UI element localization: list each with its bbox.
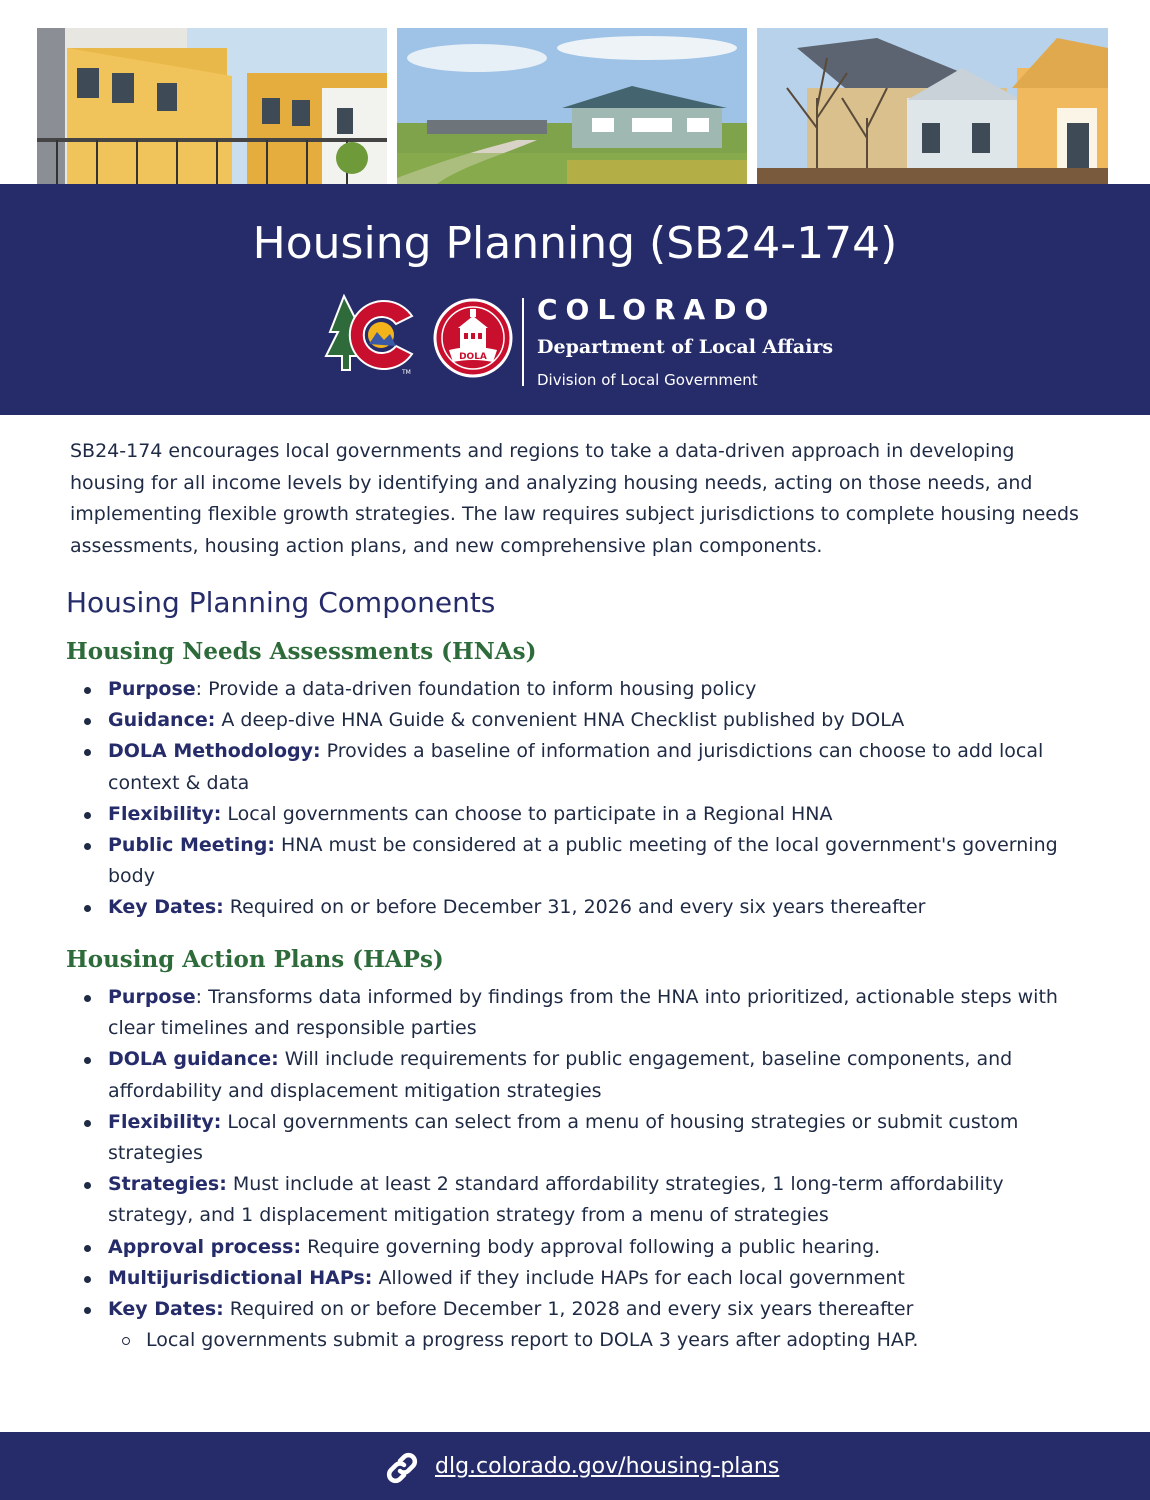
- item-text: Require governing body approval following a public hearing.: [307, 1235, 881, 1258]
- item-label: Flexibility:: [108, 802, 222, 825]
- dola-seal-text: DOLA: [459, 352, 487, 362]
- hna-list: [76, 674, 1076, 924]
- intro-paragraph: SB24-174 encourages local governments and regions to take a data-driven approach in developing housing for all income levels by identifying and analyzing housing needs, acting on those needs, and implementing flexible growth strategies. The law requires subject jurisdictions to complete housing needs assessments, housing action plans, and new comprehensive plan components.: [70, 440, 1079, 557]
- item-label: Multijurisdictional HAPs:: [108, 1266, 373, 1289]
- photo-neighborhood: [397, 28, 747, 184]
- header-photo-strip: [37, 28, 1108, 184]
- org-department: Department of Local Affairs: [537, 336, 834, 358]
- list-item: [76, 1294, 1076, 1356]
- list-item: [76, 892, 1076, 923]
- hap-list: [76, 982, 1076, 1356]
- link-icon: [385, 1452, 419, 1488]
- page-title: Housing Planning (SB24-174): [252, 218, 898, 269]
- item-text: Must include at least 2 standard affordability strategies, 1 long-term affordability strategy, and 1 displacement mitigation strategy from a menu of strategies: [108, 1173, 1004, 1227]
- trademark-mark: TM: [402, 369, 411, 376]
- list-item: [76, 1232, 1076, 1263]
- hap-sub-list: [108, 1325, 1076, 1356]
- list-item: [76, 674, 1076, 705]
- colorado-logo: [324, 294, 418, 380]
- dola-seal: [433, 298, 513, 382]
- components-heading: Housing Planning Components: [66, 586, 496, 619]
- item-text: A deep-dive HNA Guide & convenient HNA Checklist published by DOLA: [221, 709, 905, 732]
- photo-cottages: [757, 28, 1108, 184]
- item-label: Key Dates:: [108, 896, 224, 919]
- item-separator: :: [195, 986, 209, 1008]
- item-label: Flexibility:: [108, 1110, 222, 1133]
- item-label: Purpose: [108, 678, 196, 700]
- item-label: Guidance:: [108, 709, 216, 732]
- hna-heading: Housing Needs Assessments (HNAs): [66, 638, 537, 665]
- item-label: Public Meeting:: [108, 834, 275, 857]
- item-label: Purpose: [108, 986, 196, 1008]
- list-item: [76, 1044, 1076, 1106]
- list-item: [76, 830, 1076, 892]
- item-separator: :: [195, 678, 209, 700]
- item-label: Key Dates:: [108, 1298, 224, 1321]
- item-text: Transforms data informed by findings from the HNA into prioritized, actionable steps with clear timelines and responsible parties: [108, 986, 1058, 1040]
- hap-heading: Housing Action Plans (HAPs): [66, 946, 444, 973]
- item-label: DOLA guidance:: [108, 1048, 279, 1071]
- list-item: [76, 799, 1076, 830]
- item-label: DOLA Methodology:: [108, 740, 321, 763]
- photo-townhomes: [37, 28, 387, 184]
- logo-divider: [522, 298, 524, 386]
- org-division: Division of Local Government: [537, 371, 758, 389]
- list-item: [76, 1169, 1076, 1231]
- item-label: Approval process:: [108, 1235, 302, 1258]
- list-item: [76, 982, 1076, 1044]
- list-item: [76, 1263, 1076, 1294]
- item-text: Will include requirements for public engagement, baseline components, and affordability and displacement mitigation strategies: [108, 1048, 1013, 1102]
- list-item: [76, 736, 1076, 798]
- list-item: [76, 1107, 1076, 1169]
- item-text: Provides a baseline of information and jurisdictions can choose to add local context & data: [108, 740, 1044, 794]
- item-text: Allowed if they include HAPs for each local government: [378, 1266, 905, 1289]
- sub-list-item: Local governments submit a progress report to DOLA 3 years after adopting HAP.: [108, 1325, 1076, 1356]
- item-text: HNA must be considered at a public meeting of the local government's governing body: [108, 834, 1058, 888]
- item-text: Local governments can choose to participate in a Regional HNA: [227, 802, 833, 825]
- item-text: Required on or before December 31, 2026 and every six years thereafter: [229, 896, 926, 919]
- item-label: Strategies:: [108, 1173, 227, 1196]
- list-item: [76, 705, 1076, 736]
- item-text: Required on or before December 1, 2028 and every six years thereafter: [229, 1298, 914, 1321]
- item-text: Local governments can select from a menu of housing strategies or submit custom strategies: [108, 1110, 1019, 1165]
- org-state: COLORADO: [537, 293, 777, 326]
- footer-link[interactable]: dlg.colorado.gov/housing-plans: [435, 1454, 780, 1479]
- item-text: Provide a data-driven foundation to inform housing policy: [208, 678, 757, 700]
